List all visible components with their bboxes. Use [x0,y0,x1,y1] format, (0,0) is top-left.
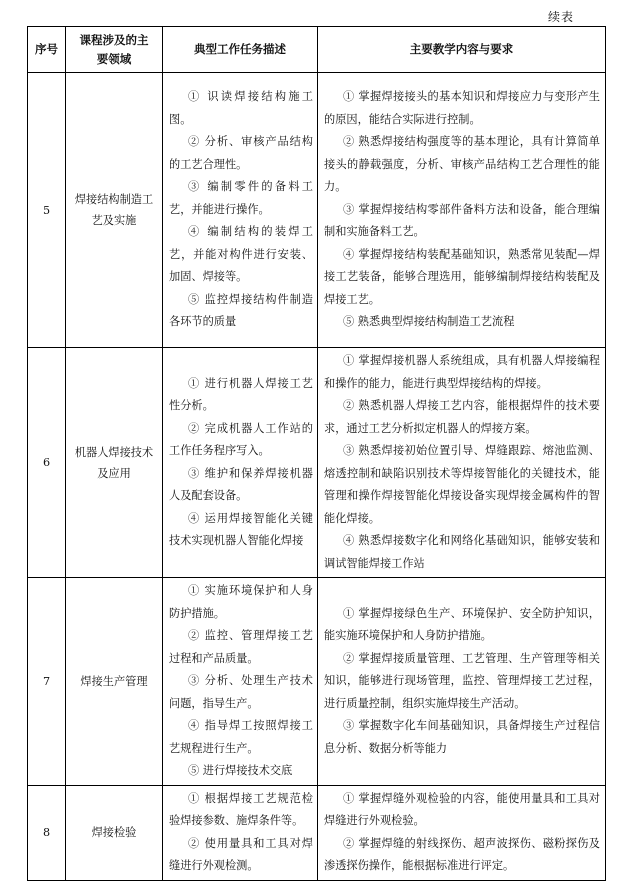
row-requirements [318,348,606,578]
task-item: ① 进行机器人焊接工艺性分析。 [169,376,313,412]
row-tasks [163,785,318,880]
requirement-item: ② 熟悉焊接结构强度等的基本理论，具有计算简单接头的静载强度，分析、审核产品结构工艺合理性的能力。 [324,135,600,194]
requirement-item: ② 掌握焊缝的射线探伤、超声波探伤、磁粉探伤及渗透探伤操作，能根据标准进行评定。 [324,836,600,872]
task-item: ④ 指导焊工按照焊接工艺规程进行生产。 [169,719,313,755]
requirement-item: ④ 熟悉焊接数字化和网络化基础知识，能够安装和调试智能焊接工作站 [324,534,600,570]
table-row [28,785,606,880]
requirement-item: ③ 熟悉焊接初始位置引导、焊缝跟踪、熔池监测、熔透控制和缺陷识别技术等焊接智能化的关键技术，能管理和操作焊接智能化焊接设备实现焊接金属构件的智能化焊接。 [324,444,600,525]
row-number: 5 [28,73,66,348]
task-item: ③ 编制零件的备料工艺，并能进行操作。 [169,180,313,216]
task-item: ① 实施环境保护和人身防护措施。 [169,584,313,620]
task-item: ① 识读焊接结构施工图。 [169,90,313,126]
table-row [28,73,606,348]
row-number: 8 [28,785,66,880]
task-item: ③ 分析、处理生产技术问题，指导生产。 [169,674,313,710]
task-item: ④ 运用焊接智能化关键技术实现机器人智能化焊接 [169,511,313,547]
requirement-item: ⑤ 熟悉典型焊接结构制造工艺流程 [343,315,515,329]
requirement-item: ① 掌握焊接绿色生产、环境保护、安全防护知识，能实施环境保护和人身防护措施。 [324,606,600,642]
row-requirements [318,785,606,880]
row-requirements [318,578,606,786]
table-row [28,348,606,578]
requirement-item: ② 掌握焊接质量管理、工艺管理、生产管理等相关知识，能够进行现场管理，监控、管理焊接工艺过程，进行质量控制，组织实施焊接生产活动。 [324,651,600,710]
task-item: ⑤ 进行焊接技术交底 [188,764,293,777]
requirement-item: ③ 掌握焊接结构零部件备料方法和设备，能合理编制和实施备料工艺。 [324,202,600,239]
curriculum-table [27,26,606,881]
header-area: 课程涉及的主要领域 [66,27,163,73]
header-requirements: 主要教学内容与要求 [318,27,606,73]
task-item: ⑤ 监控焊接结构件制造各环节的质量 [169,292,313,329]
row-area: 焊接结构制造工艺及实施 [66,73,163,348]
requirement-item: ① 掌握焊接机器人系统组成，具有机器人焊接编程和操作的能力，能进行典型焊接结构的焊接。 [324,354,600,390]
row-requirements [318,73,606,348]
task-item: ② 监控、管理焊接工艺过程和产品质量。 [169,629,313,665]
row-tasks [163,578,318,786]
row-number: 7 [28,578,66,786]
requirement-item: ④ 掌握焊接结构装配基础知识，熟悉常见装配—焊接工艺装备，能够合理选用，能够编制焊接结构装配及焊接工艺。 [324,247,600,306]
task-item: ① 根据焊接工艺规范检验焊接参数、施焊条件等。 [169,791,313,827]
row-tasks [163,73,318,348]
table-row [28,578,606,786]
task-item: ② 完成机器人工作站的工作任务程序写入。 [169,421,313,457]
row-area: 机器人焊接技术及应用 [66,348,163,578]
task-item: ② 使用量具和工具对焊缝进行外观检测。 [169,836,313,872]
row-tasks [163,348,318,578]
row-area: 焊接生产管理 [66,578,163,786]
task-item: ④ 编制结构的装焊工艺，并能对构件进行安装、加固、焊接等。 [169,225,313,284]
requirement-item: ② 熟悉机器人焊接工艺内容，能根据焊件的技术要求，通过工艺分析拟定机器人的焊接方案。 [324,399,600,435]
task-item: ② 分析、审核产品结构的工艺合理性。 [169,135,313,171]
header-row [28,27,606,73]
requirement-item: ① 掌握焊接接头的基本知识和焊接应力与变形产生的原因，能结合实际进行控制。 [324,90,600,126]
table-caption: 续表 [547,10,574,24]
requirement-item: ① 掌握焊缝外观检验的内容，能使用量具和工具对焊缝进行外观检验。 [324,791,600,827]
task-item: ③ 维护和保养焊接机器人及配套设备。 [169,466,313,502]
row-area: 焊接检验 [66,785,163,880]
header-tasks: 典型工作任务描述 [163,27,318,73]
requirement-item: ③ 掌握数字化车间基础知识，具备焊接生产过程信息分析、数据分析等能力 [324,719,600,755]
row-number: 6 [28,348,66,578]
header-no: 序号 [28,27,66,73]
